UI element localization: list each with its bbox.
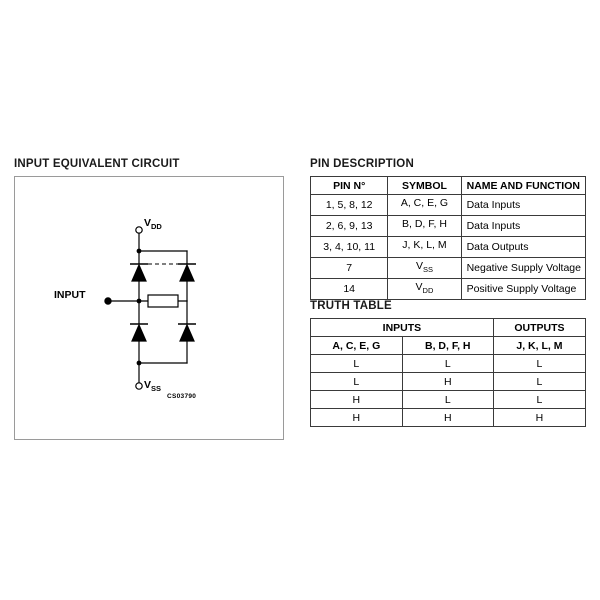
- table-row: [311, 373, 586, 391]
- name-function-cell: Negative Supply Voltage: [461, 258, 585, 279]
- input-a-cell: H: [311, 391, 403, 409]
- pin-number-cell: 2, 6, 9, 13: [311, 216, 388, 237]
- table-row: [311, 409, 586, 427]
- pin-description-table: [310, 176, 586, 300]
- name-function-header: NAME AND FUNCTION: [461, 177, 585, 195]
- symbol-cell: J, K, L, M: [388, 237, 461, 258]
- name-function-cell: Data Inputs: [461, 195, 585, 216]
- input-label: INPUT: [54, 289, 86, 301]
- table-row: [311, 258, 586, 279]
- figure-code-label: CS03790: [167, 393, 197, 400]
- input-b-cell: H: [402, 373, 493, 391]
- output-header: J, K, L, M: [493, 337, 585, 355]
- vdd-label: $V_{DD}$: [144, 217, 162, 232]
- pin-number-cell: 14: [311, 279, 388, 300]
- table-row: [311, 279, 586, 300]
- symbol-cell: $V_{SS}$: [388, 258, 461, 279]
- output-cell: L: [493, 355, 585, 373]
- table-group-header-row: [311, 319, 586, 337]
- pin-description-title: PIN DESCRIPTION: [310, 158, 414, 170]
- outputs-group-header: OUTPUTS: [493, 319, 585, 337]
- pin-number-cell: 1, 5, 8, 12: [311, 195, 388, 216]
- symbol-cell: $V_{DD}$: [388, 279, 461, 300]
- input-equivalent-circuit-box: [14, 176, 284, 440]
- symbol-cell: A, C, E, G: [388, 195, 461, 216]
- name-function-cell: Data Outputs: [461, 237, 585, 258]
- output-cell: L: [493, 391, 585, 409]
- symbol-header: SYMBOL: [388, 177, 461, 195]
- table-row: [311, 237, 586, 258]
- pin-number-header: PIN N°: [311, 177, 388, 195]
- input-b-header: B, D, F, H: [402, 337, 493, 355]
- table-row: [311, 195, 586, 216]
- table-row: [311, 391, 586, 409]
- output-cell: L: [493, 373, 585, 391]
- symbol-cell: B, D, F, H: [388, 216, 461, 237]
- table-header-row: [311, 177, 586, 195]
- pin-number-cell: 3, 4, 10, 11: [311, 237, 388, 258]
- input-a-header: A, C, E, G: [311, 337, 403, 355]
- truth-table-title: TRUTH TABLE: [310, 300, 392, 312]
- pin-number-cell: 7: [311, 258, 388, 279]
- input-a-cell: L: [311, 373, 403, 391]
- input-b-cell: H: [402, 409, 493, 427]
- name-function-cell: Data Inputs: [461, 216, 585, 237]
- input-b-cell: L: [402, 355, 493, 373]
- input-equivalent-circuit-title: INPUT EQUIVALENT CIRCUIT: [14, 158, 180, 170]
- input-a-cell: L: [311, 355, 403, 373]
- table-row: [311, 216, 586, 237]
- table-row: [311, 355, 586, 373]
- table-header-row: [311, 337, 586, 355]
- name-function-cell: Positive Supply Voltage: [461, 279, 585, 300]
- vss-label: $V_{SS}$: [144, 379, 162, 394]
- input-b-cell: L: [402, 391, 493, 409]
- output-cell: H: [493, 409, 585, 427]
- truth-table: [310, 318, 586, 427]
- inputs-group-header: INPUTS: [311, 319, 494, 337]
- input-a-cell: H: [311, 409, 403, 427]
